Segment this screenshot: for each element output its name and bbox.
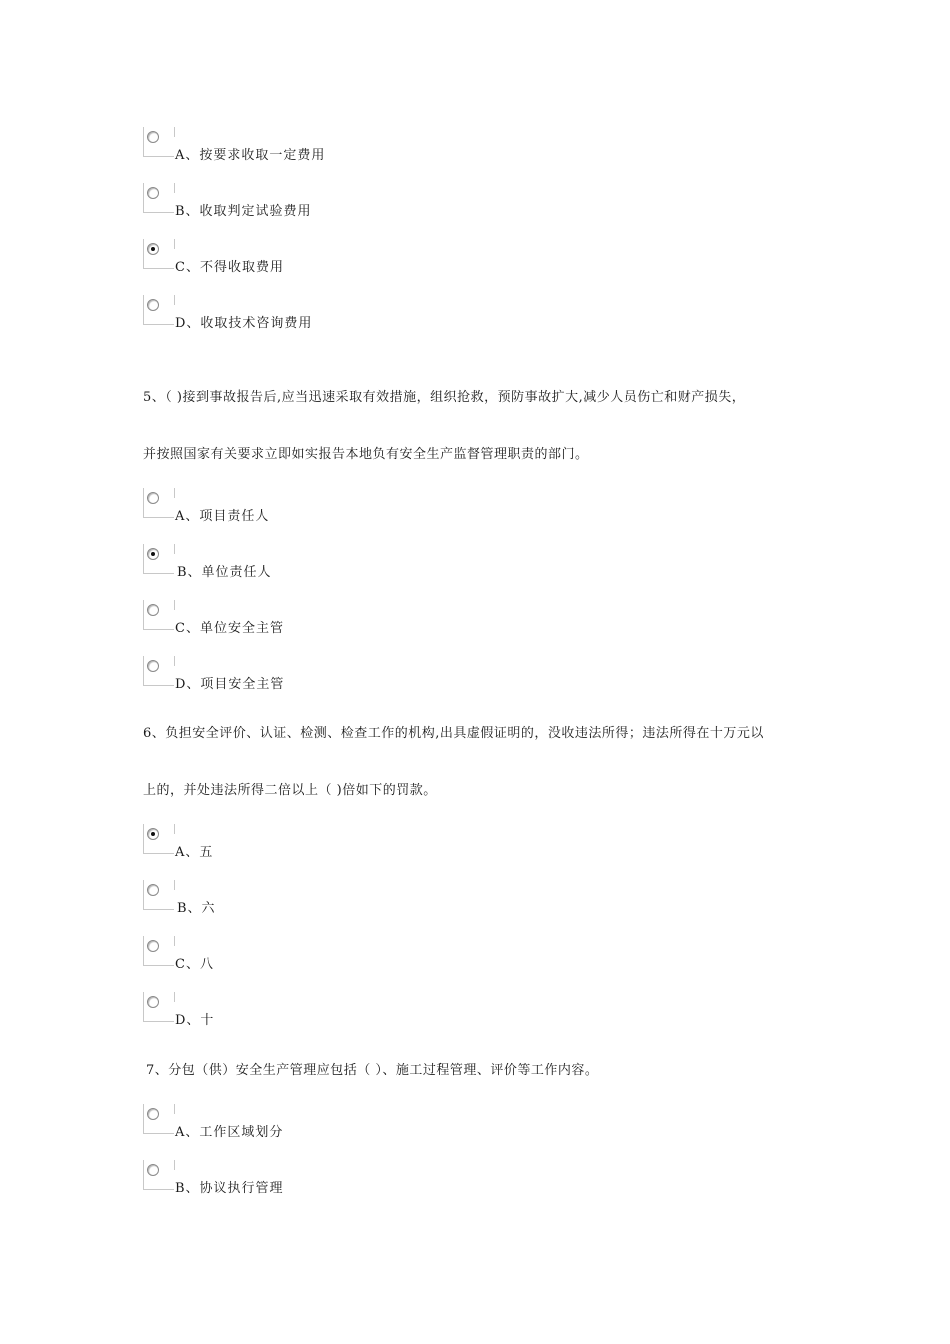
q6-option-b[interactable] [143, 880, 743, 916]
q7-option-b[interactable] [143, 1160, 743, 1196]
q4-option-a[interactable] [143, 127, 743, 163]
radio-button[interactable] [147, 1164, 159, 1176]
radio-button[interactable] [147, 660, 159, 672]
radio-frame [143, 127, 174, 157]
radio-button[interactable] [147, 548, 159, 560]
option-label: B、收取判定试验费用 [175, 204, 312, 219]
option-label: A、按要求收取一定费用 [175, 148, 326, 163]
q4-option-c[interactable] [143, 239, 743, 275]
radio-frame [143, 1104, 174, 1134]
radio-frame [143, 992, 174, 1022]
option-label: B、协议执行管理 [175, 1181, 284, 1196]
radio-frame [143, 600, 174, 630]
option-label: B、六 [177, 901, 216, 916]
q6-option-a[interactable] [143, 824, 743, 860]
radio-frame [143, 824, 174, 854]
q5-option-c[interactable] [143, 600, 743, 636]
radio-button[interactable] [147, 828, 159, 840]
radio-frame [143, 239, 174, 269]
radio-button[interactable] [147, 299, 159, 311]
option-label: C、单位安全主管 [175, 621, 284, 636]
radio-button[interactable] [147, 187, 159, 199]
radio-button[interactable] [147, 996, 159, 1008]
q5-option-b[interactable] [143, 544, 743, 580]
radio-button[interactable] [147, 940, 159, 952]
q5-option-d[interactable] [143, 656, 743, 692]
q5-text-line1: 5、（ )接到事故报告后,应当迅速采取有效措施，组织抢救，预防事故扩大,减少人员伤亡和财产损失， [143, 390, 746, 405]
radio-button[interactable] [147, 131, 159, 143]
option-label: A、五 [175, 845, 214, 860]
radio-button[interactable] [147, 884, 159, 896]
q6-option-d[interactable] [143, 992, 743, 1028]
radio-frame [143, 295, 174, 325]
radio-button[interactable] [147, 1108, 159, 1120]
radio-button[interactable] [147, 604, 159, 616]
option-label: A、项目责任人 [175, 509, 270, 524]
q6-text-line1: 6、负担安全评价、认证、检测、检查工作的机构,出具虚假证明的，没收违法所得；违法所得在十万元以 [143, 726, 764, 741]
option-label: C、八 [175, 957, 214, 972]
q4-option-b[interactable] [143, 183, 743, 219]
radio-frame [143, 656, 174, 686]
option-label: D、十 [175, 1013, 215, 1028]
option-label: D、项目安全主管 [175, 677, 285, 692]
q6-text-line2: 上的，并处违法所得二倍以上（ )倍如下的罚款。 [143, 783, 437, 798]
option-label: B、单位责任人 [177, 565, 272, 580]
q5-option-a[interactable] [143, 488, 743, 524]
radio-frame [143, 183, 174, 213]
radio-button[interactable] [147, 243, 159, 255]
option-label: D、收取技术咨询费用 [175, 316, 313, 331]
radio-frame [143, 1160, 174, 1190]
option-label: A、工作区域划分 [175, 1125, 284, 1140]
radio-frame [143, 936, 174, 966]
radio-frame [143, 544, 174, 574]
radio-button[interactable] [147, 492, 159, 504]
option-label: C、不得收取费用 [175, 260, 284, 275]
q4-option-d[interactable] [143, 295, 743, 331]
radio-frame [143, 488, 174, 518]
q7-text-line1: 7、分包（供）安全生产管理应包括（ ）、施工过程管理、评价等工作内容。 [146, 1063, 599, 1078]
q7-option-a[interactable] [143, 1104, 743, 1140]
q5-text-line2: 并按照国家有关要求立即如实报告本地负有安全生产监督管理职责的部门。 [143, 447, 589, 462]
q6-option-c[interactable] [143, 936, 743, 972]
radio-frame [143, 880, 174, 910]
